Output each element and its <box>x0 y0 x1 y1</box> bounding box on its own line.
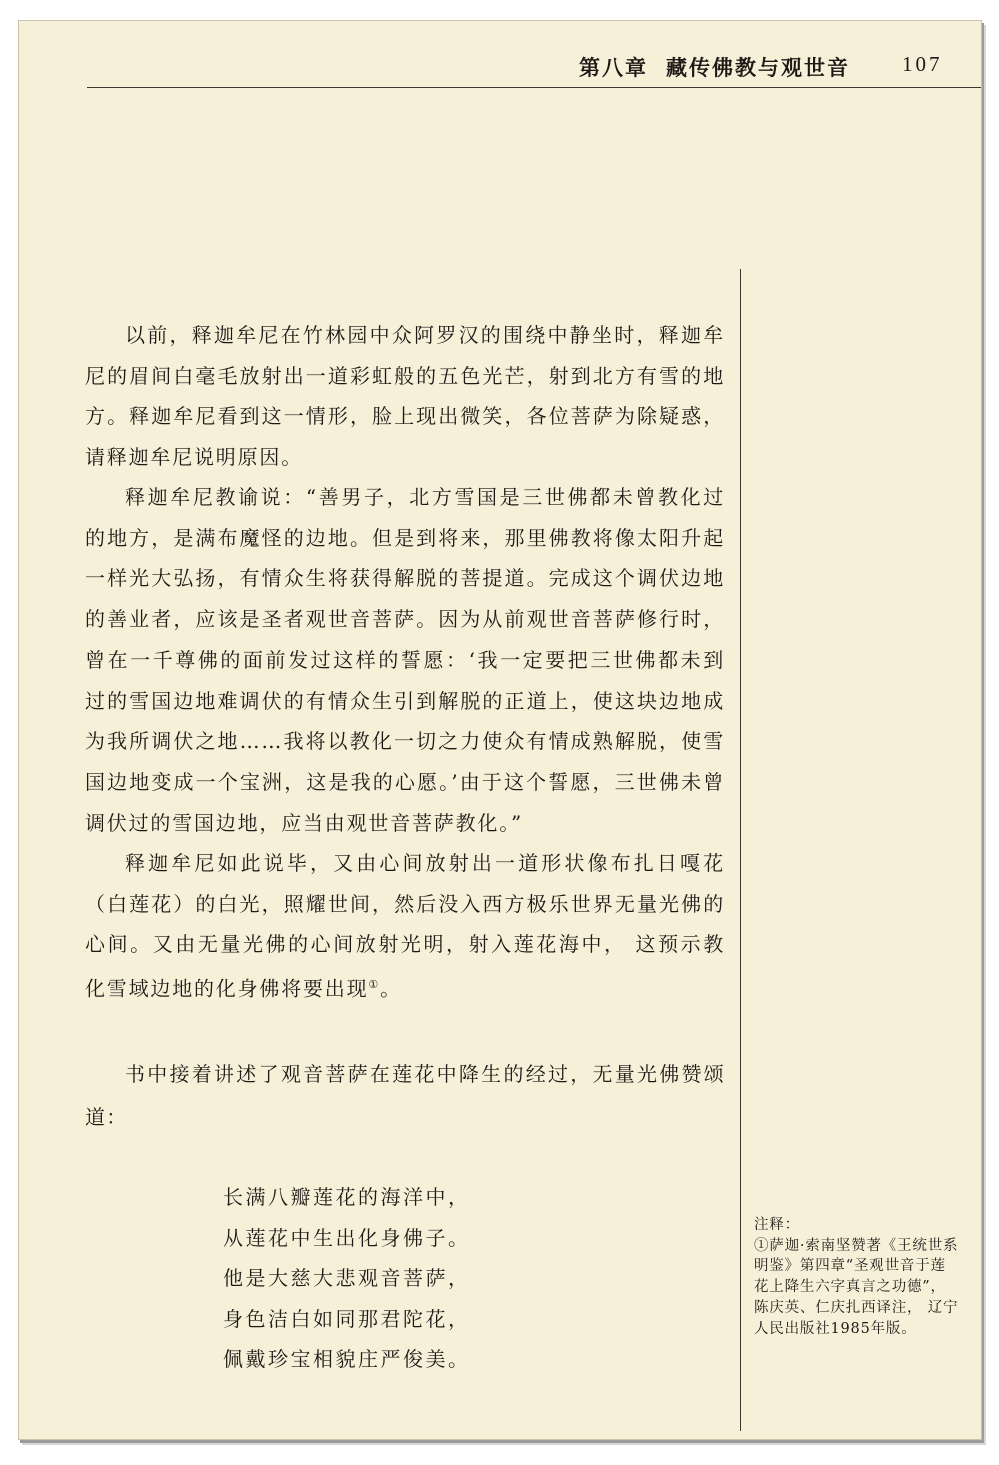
verse-line: 他是大慈大悲观音菩萨， <box>223 1266 471 1290</box>
header-rule <box>87 87 981 88</box>
body-paragraph-3 <box>85 843 725 1009</box>
body-paragraph-1: 以前，释迦牟尼在竹林园中众阿罗汉的围绕中静坐时，释迦牟尼的眉间白毫毛放射出一道彩虹般的五色光芒，射到北方有雪的地方。释迦牟尼看到这一情形，脸上现出微笑，各位菩萨为除疑惑，请释迦牟尼说明原因。 <box>85 323 725 470</box>
verse-line: 从莲花中生出化身佛子。 <box>223 1225 471 1250</box>
paragraph-3-text: 释迦牟尼如此说毕，又由心间放射出一道形状像布扎日嘎花（白莲花）的白光，照耀世间，然后没入西方极乐世界无量光佛的心间。又由无量光佛的心间放射光明，射入莲花海中， 这预示教化雪域边地的化身佛将要出现 <box>85 851 725 1001</box>
note-label: 注释： <box>754 1217 800 1233</box>
footnote-marker: ① <box>368 978 381 992</box>
book-page <box>18 20 982 1440</box>
verse-line: 身色洁白如同那君陀花， <box>223 1306 471 1331</box>
chapter-label: 第八章 <box>579 55 648 80</box>
body-paragraph-2: 释迦牟尼教谕说：“善男子，北方雪国是三世佛都未曾教化过的地方，是满布魔怪的边地。但是到将来，那里佛教将像太阳升起一样光大弘扬，有情众生将获得解脱的菩提道。完成这个调伏边地的善业者，应该是圣者观世音菩萨。因为从前观世音菩萨修行时，曾在一千尊佛的面前发过这样的誓愿：‘我一定要把三世佛都未到过的雪国边地难调伏的有情众生引到解脱的正道上，使这块边地成为我所调伏之地……我将以教化一切之力使众有情成熟解脱，使雪国边地变成一个宝洲，这是我的心愿。’由于这个誓愿，三世佛未曾调伏过的雪国边地，应当由观世音菩萨教化。” <box>85 485 725 835</box>
verse-line: 佩戴珍宝相貌庄严俊美。 <box>223 1347 471 1371</box>
chapter-title: 藏传佛教与观世音 <box>666 55 850 80</box>
page-number: 107 <box>902 52 943 76</box>
margin-rule <box>740 269 741 1431</box>
paragraph-3-end: 。 <box>380 976 402 1001</box>
side-note <box>754 1215 959 1339</box>
note-text: ①萨迦·索南坚赞著《王统世系明鉴》第四章“圣观世音于莲花上降生六字真言之功德”，陈庆英、仁庆扎西译注， 辽宁人民出版社1985年版。 <box>754 1237 959 1337</box>
verse-block <box>223 1177 471 1380</box>
running-header <box>579 52 850 82</box>
body-paragraph-4: 书中接着讲述了观音菩萨在莲花中降生的经过，无量光佛赞颂道： <box>85 1062 725 1129</box>
verse-line: 长满八瓣莲花的海洋中， <box>223 1185 471 1209</box>
